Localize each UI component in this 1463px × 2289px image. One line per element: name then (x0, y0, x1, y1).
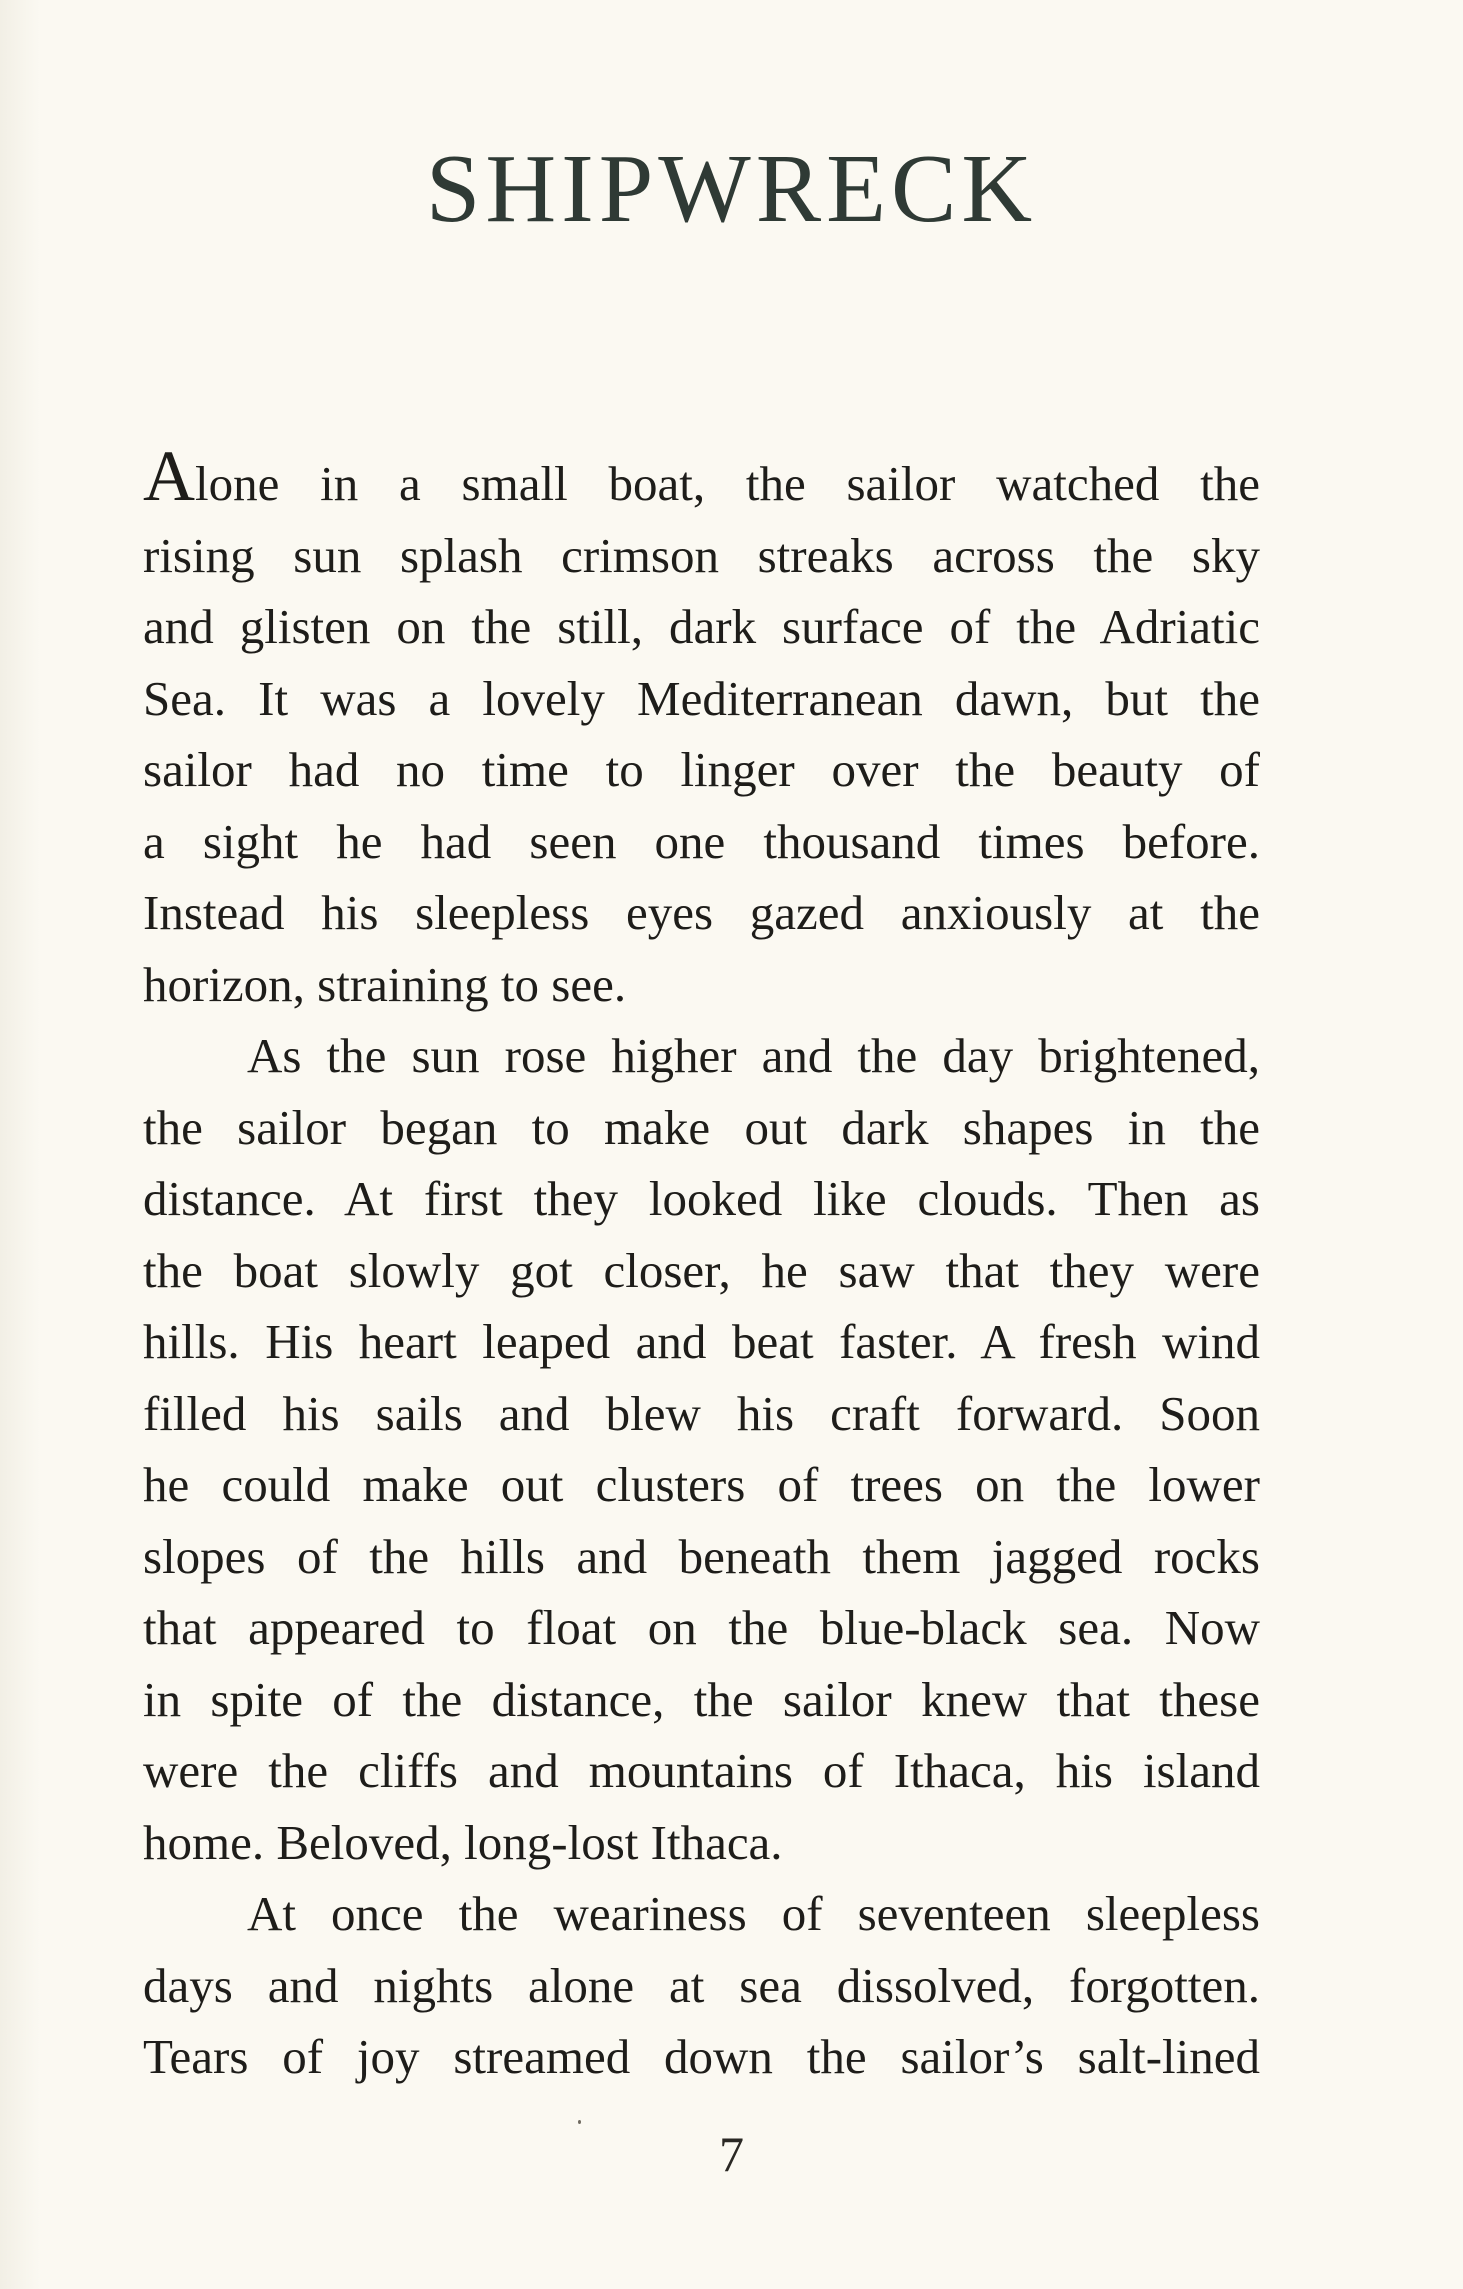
text-line: home. Beloved, long-lost Ithaca. (143, 1814, 783, 1870)
text-line: and glisten on the still, dark surface of the Adriatic (143, 599, 1260, 654)
text-line: Sea. It was a lovely Mediterranean dawn, but the (143, 670, 1260, 726)
text-line: days and nights alone at sea dissolved, forgotten. (143, 1957, 1260, 2013)
text-line: slopes of the hills and beneath them jagged rocks (143, 1528, 1260, 1584)
drop-initial: A (143, 436, 195, 516)
text-line: distance. At first they looked like clouds. Then as (143, 1171, 1260, 1226)
text-line: Instead his sleepless eyes gazed anxiously at the (143, 885, 1260, 940)
text-line: a sight he had seen one thousand times before. (143, 813, 1260, 869)
text-line: horizon, straining to see. (143, 956, 627, 1012)
paragraph-3 (143, 1878, 1260, 2093)
text-line: filled his sails and blew his craft forward. Soon (143, 1385, 1260, 1441)
text-line: the boat slowly got closer, he saw that they were (143, 1242, 1260, 1298)
text-line: were the cliffs and mountains of Ithaca, his island (143, 1743, 1260, 1798)
text-line: rising sun splash crimson streaks across the sky (143, 527, 1260, 583)
body-text (143, 436, 1260, 2093)
text-line: sailor had no time to linger over the beauty of (143, 742, 1260, 797)
paragraph-1 (143, 436, 1260, 1020)
text-line: At once the weariness of seventeen sleepless (247, 1886, 1260, 1941)
text-line: Tears of joy streamed down the sailor’s salt-lined (143, 2029, 1260, 2084)
text-line (143, 436, 1260, 520)
page-number: 7 (719, 2126, 744, 2182)
chapter-title: SHIPWRECK (425, 135, 1038, 243)
text-line: the sailor began to make out dark shapes in the (143, 1099, 1260, 1155)
text-line: As the sun rose higher and the day brightened, (247, 1028, 1260, 1083)
text-line: he could make out clusters of trees on the lower (143, 1457, 1260, 1512)
text-line: that appeared to float on the blue-black sea. Now (143, 1600, 1260, 1655)
text-line: hills. His heart leaped and beat faster. A fresh wind (143, 1314, 1260, 1369)
print-speck (578, 2120, 581, 2124)
text-line: in spite of the distance, the sailor knew that these (143, 1671, 1260, 1727)
paragraph-2 (143, 1020, 1260, 1878)
line-text: lone in a small boat, the sailor watched the (195, 456, 1260, 511)
